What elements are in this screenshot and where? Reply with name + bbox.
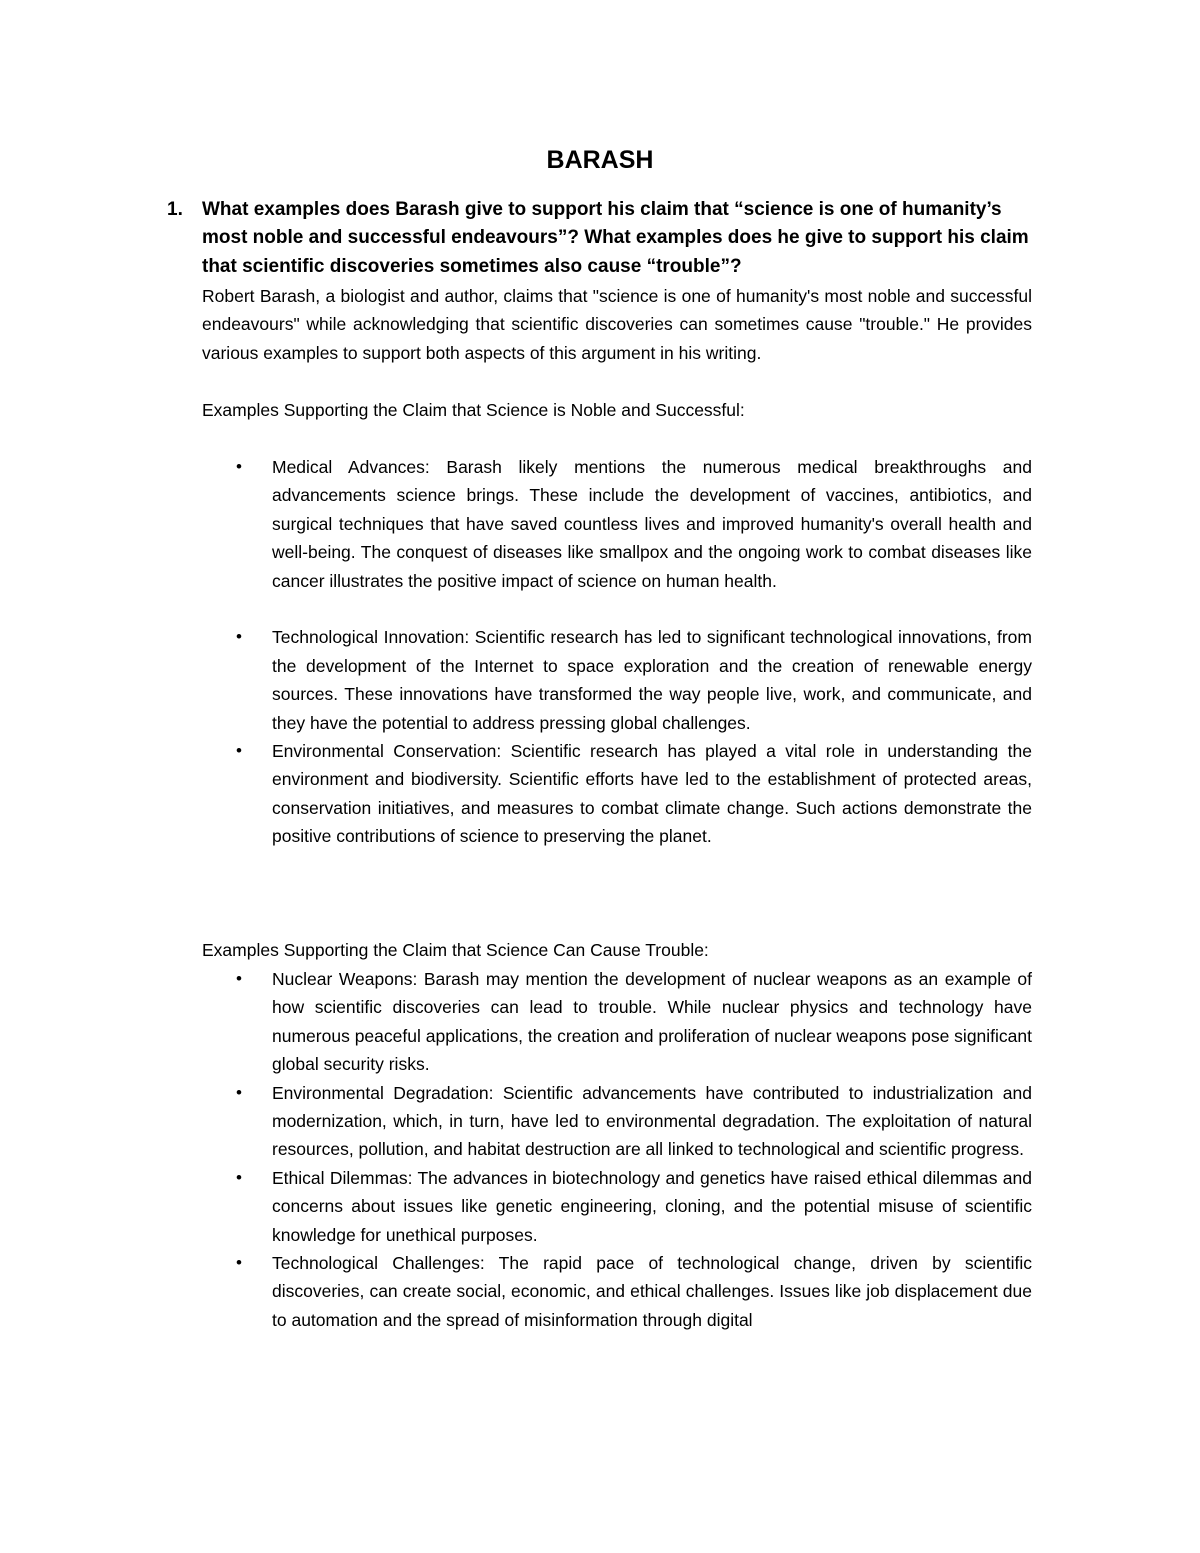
list-item [202,1164,1032,1249]
list-item [202,453,1032,595]
section2-list [202,965,1032,1334]
question-number: 1. [167,199,183,220]
list-item [202,1079,1032,1164]
bullet-icon: • [236,627,242,647]
section1-heading: Examples Supporting the Claim that Science is Noble and Successful: [202,400,745,420]
bullet-icon: • [236,969,242,988]
list-item-text: Technological Innovation: Scientific research has led to significant technological innovations, from the development of the Internet to space exploration and the creation of renewable energy sources. These innovations have transformed the way people live, work, and communicate, and they have the potential to address pressing global challenges. [272,627,1032,733]
list-item-text: Environmental Conservation: Scientific research has played a vital role in understanding the environment and biodiversity. Scientific efforts have led to the establishment of protected areas, conservation initiatives, and measures to combat climate change. Such actions demonstrate the positive contributions of science to preserving the planet. [272,741,1032,847]
document-title: BARASH [546,146,654,174]
list-item [202,737,1032,851]
bullet-icon: • [236,1253,242,1273]
bullet-icon: • [236,741,242,761]
bullet-icon: • [236,1082,242,1102]
section1-list [202,453,1032,851]
list-item-text: Technological Challenges: The rapid pace of technological change, driven by scientific discoveries, can create social, economic, and ethical challenges. Issues like job displacement due to automation and the spread of misinformation through digital [272,1253,1032,1330]
bullet-icon: • [236,1167,242,1187]
section2-heading: Examples Supporting the Claim that Science Can Cause Trouble: [202,940,709,960]
question-block [167,196,1037,281]
list-item [202,965,1032,1079]
intro-paragraph: Robert Barash, a biologist and author, claims that "science is one of humanity's most noble and successful endeavours" while acknowledging that scientific discoveries can sometimes cause "trouble." He provides various examples to support both aspects of this argument in his writing. [202,286,1032,363]
list-item-text: Ethical Dilemmas: The advances in biotechnology and genetics have raised ethical dilemmas and concerns about issues like genetic engineering, cloning, and the potential misuse of scientific knowledge for unethical purposes. [272,1167,1032,1245]
bullet-icon: • [236,457,242,476]
list-item-text: Environmental Degradation: Scientific advancements have contributed to industrialization and modernization, which, in turn, have led to environmental degradation. The exploitation of natural resources, pollution, and habitat destruction are all linked to technological and scientific progress. [272,1082,1032,1160]
question-text: What examples does Barash give to support his claim that “science is one of humanity’s most noble and successful endeavours”? What examples does he give to support his claim that scientific discoveries sometimes also cause “trouble”? [202,199,1029,277]
list-item [202,623,1032,737]
list-item-text: Medical Advances: Barash likely mentions the numerous medical breakthroughs and advancements science brings. These include the development of vaccines, antibiotics, and surgical techniques that have saved countless lives and improved humanity's overall health and well-being. The conquest of diseases like smallpox and the ongoing work to combat diseases like cancer illustrates the positive impact of science on human health. [272,457,1032,591]
list-item-text: Nuclear Weapons: Barash may mention the development of nuclear weapons as an example of how scientific discoveries can lead to trouble. While nuclear physics and technology have numerous peaceful applications, the creation and proliferation of nuclear weapons pose significant global security risks. [272,969,1032,1075]
list-item [202,1249,1032,1334]
